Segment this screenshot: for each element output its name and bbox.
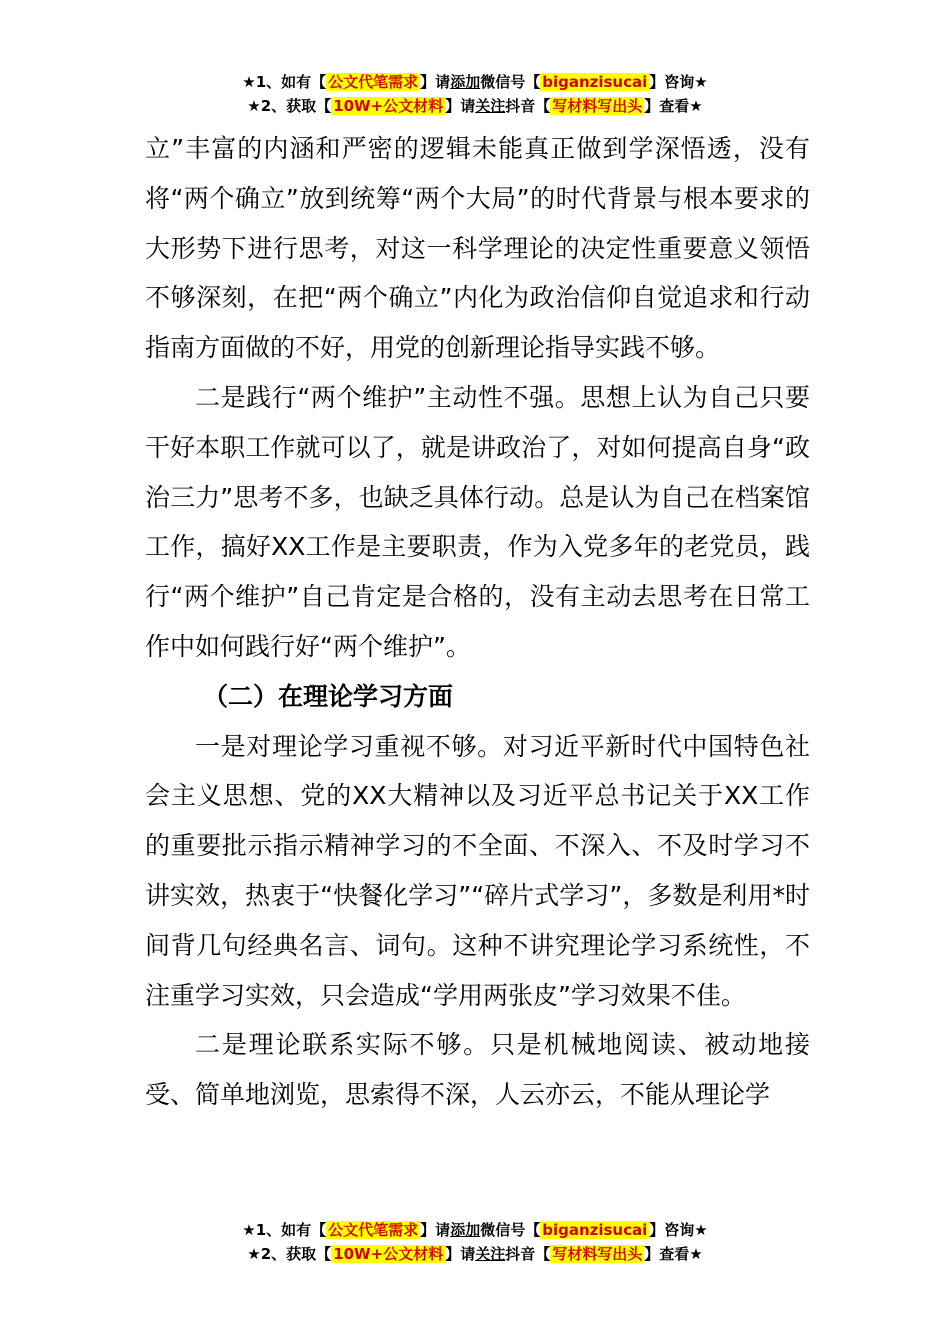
header-banner <box>0 70 950 118</box>
banner-text: 微信号【 <box>480 73 541 91</box>
highlight-douyin-id: 写材料写出头 <box>552 97 643 115</box>
paragraph: 二是践行“两个维护”主动性不强。思想上认为自己只要干好本职工作就可以了，就是讲政治了，对如何提高自身“政治三力”思考不多，也缺乏具体行动。总是认为自己在档案馆工作，搞好XX工作是主要职责，作为入党多年的老党员，践行“两个维护”自己肯定是合格的，没有主动去思考在日常工作中如何践行好“两个维护”。 <box>145 382 810 661</box>
banner-text: ★1、如有【 <box>242 73 327 91</box>
highlight-materials: 10W+公文材料 <box>333 97 444 115</box>
banner-text: 抖音【 <box>505 97 551 115</box>
underlined-text: 关注 <box>475 97 506 115</box>
document-body <box>145 124 810 1120</box>
underlined-text: 关注 <box>475 1245 506 1263</box>
paragraph: 立”丰富的内涵和严密的逻辑未能真正做到学深悟透，没有将“两个确立”放到统筹“两个大局”的时代背景与根本要求的大形势下进行思考，对这一科学理论的决定性重要意义领悟不够深刻，在把“两个确立”内化为政治信仰自觉追求和行动指南方面做的不好，用党的创新理论指导实践不够。 <box>145 134 810 363</box>
banner-line-2 <box>0 1242 950 1266</box>
banner-text: 】请 <box>445 1245 476 1263</box>
banner-text: 】咨询★ <box>649 73 708 91</box>
banner-text: 】请 <box>445 97 476 115</box>
highlight-materials: 10W+公文材料 <box>333 1245 444 1263</box>
banner-line-1 <box>0 70 950 94</box>
paragraph: 二是理论联系实际不够。只是机械地阅读、被动地接受、简单地浏览，思索得不深，人云亦云，不能从理论学 <box>145 1030 810 1110</box>
banner-text: ★1、如有【 <box>242 1221 327 1239</box>
underlined-text: 添加 <box>450 73 481 91</box>
highlight-wechat-id: biganzisucai <box>542 73 648 91</box>
highlight-wechat-id: biganzisucai <box>542 1221 648 1239</box>
banner-text: 】请 <box>420 73 451 91</box>
section-heading: （二）在理论学习方面 <box>203 681 454 711</box>
paragraph: 一是对理论学习重视不够。对习近平新时代中国特色社会主义思想、党的XX大精神以及习近平总书记关于XX工作的重要批示指示精神学习的不全面、不深入、不及时学习不讲实效，热衷于“快餐化学习”“碎片式学习”，多数是利用*时间背几句经典名言、词句。这种不讲究理论学习系统性，不注重学习实效，只会造成“学用两张皮”学习效果不佳。 <box>145 731 810 1010</box>
banner-text: 】请 <box>420 1221 451 1239</box>
banner-line-1 <box>0 1218 950 1242</box>
banner-text: ★2、获取【 <box>247 1245 332 1263</box>
banner-text: 抖音【 <box>505 1245 551 1263</box>
underlined-text: 添加 <box>450 1221 481 1239</box>
highlight-service: 公文代笔需求 <box>328 1221 419 1239</box>
highlight-service: 公文代笔需求 <box>328 73 419 91</box>
banner-text: 微信号【 <box>480 1221 541 1239</box>
banner-line-2 <box>0 94 950 118</box>
highlight-douyin-id: 写材料写出头 <box>552 1245 643 1263</box>
banner-text: 】查看★ <box>644 97 703 115</box>
banner-text: 】咨询★ <box>649 1221 708 1239</box>
footer-banner <box>0 1218 950 1266</box>
banner-text: 】查看★ <box>644 1245 703 1263</box>
banner-text: ★2、获取【 <box>247 97 332 115</box>
